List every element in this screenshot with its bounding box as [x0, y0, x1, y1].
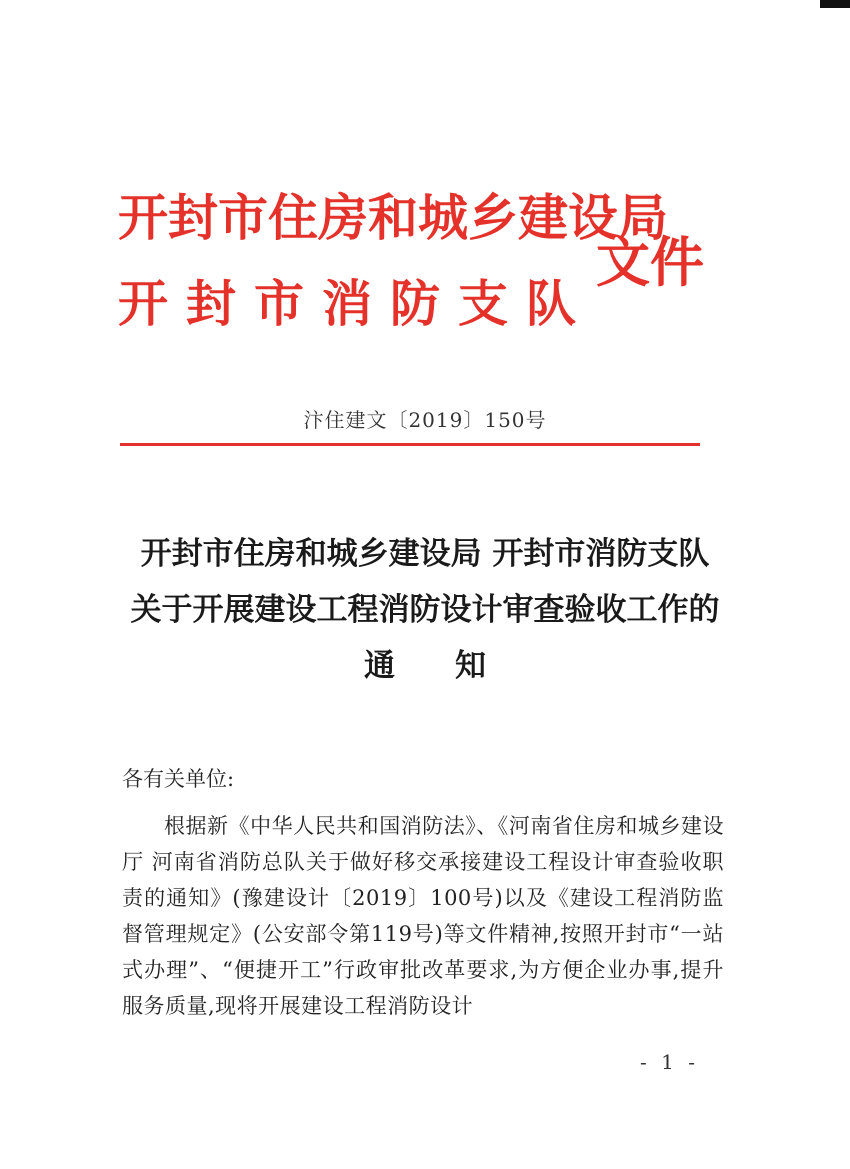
title-line-1: 开封市住房和城乡建设局 开封市消防支队	[140, 536, 710, 572]
issuer-line-fire-brigade: 开封市消防支队	[118, 275, 594, 333]
title-line-3: 通知	[364, 648, 546, 684]
page-number: - 1 -	[640, 1050, 699, 1074]
title-line-2: 关于开展建设工程消防设计审查验收工作的	[130, 592, 720, 628]
document-type-label: 文件	[596, 231, 704, 294]
body-paragraph: 根据新《中华人民共和国消防法》、《河南省住房和城乡建设厅 河南省消防总队关于做好移交承接建设工程设计审查验收职责的通知》(豫建设计〔2019〕100号)以及《建设工程消防监督管理规定》(公安部令第119号)等文件精神,按照开封市“一站式办理”、“便捷开工”行政审批改革要求,为方便企业办事,提升服务质量,现将开展建设工程消防设计	[122, 814, 724, 1018]
header-divider	[120, 443, 700, 446]
issuer-line-housing-bureau: 开封市住房和城乡建设局	[118, 189, 668, 247]
scan-corner-mark	[820, 0, 850, 8]
document-header	[118, 178, 718, 348]
salutation: 各有关单位:	[122, 767, 235, 791]
document-number: 汴住建文〔2019〕150号	[303, 408, 547, 432]
